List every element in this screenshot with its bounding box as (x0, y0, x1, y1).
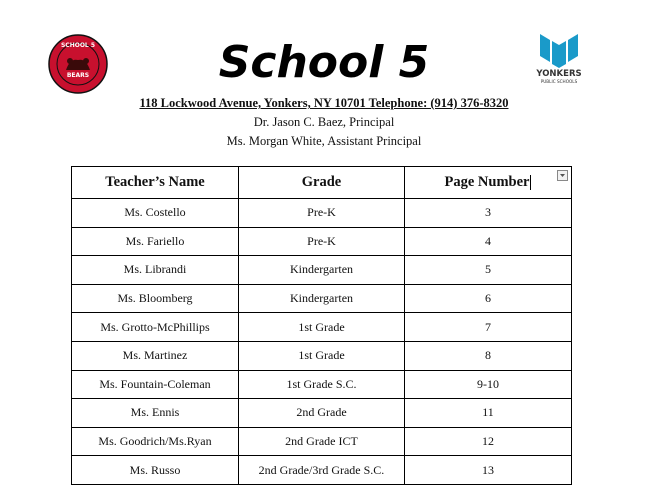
cell-teacher: Ms. Fariello (72, 227, 239, 256)
cell-grade: Pre-K (239, 227, 405, 256)
cell-grade: 1st Grade (239, 341, 405, 370)
column-header-page-number[interactable] (405, 167, 572, 199)
cell-grade: Kindergarten (239, 284, 405, 313)
cell-page: 9-10 (405, 370, 572, 399)
assistant-principal-line: Ms. Morgan White, Assistant Principal (226, 134, 422, 148)
cell-teacher: Ms. Russo (72, 456, 239, 485)
column-header-label: Page Number (444, 174, 530, 190)
table-row (72, 341, 572, 370)
cell-teacher: Ms. Fountain-Coleman (72, 370, 239, 399)
table-row (72, 399, 572, 428)
cell-teacher: Ms. Goodrich/Ms.Ryan (72, 427, 239, 456)
cell-page: 8 (405, 341, 572, 370)
cell-page: 7 (405, 313, 572, 342)
text-cursor (530, 175, 531, 190)
table-row (72, 227, 572, 256)
yonkers-logo-text: YONKERS (536, 69, 582, 79)
cell-page: 3 (405, 199, 572, 228)
table-row (72, 199, 572, 228)
table-row (72, 370, 572, 399)
cell-page: 4 (405, 227, 572, 256)
cell-grade: Kindergarten (239, 256, 405, 285)
chevron-down-icon (558, 171, 567, 180)
yonkers-public-schools-logo (536, 30, 582, 86)
cell-teacher: Ms. Grotto-McPhillips (72, 313, 239, 342)
cell-teacher: Ms. Bloomberg (72, 284, 239, 313)
cell-teacher: Ms. Martinez (72, 341, 239, 370)
column-header-label: Grade (301, 174, 342, 190)
filter-dropdown-button[interactable] (557, 170, 568, 181)
column-header-teacher[interactable] (72, 167, 239, 199)
cell-teacher: Ms. Ennis (72, 399, 239, 428)
school-address[interactable]: 118 Lockwood Avenue, Yonkers, NY 10701 Telephone: (914) 376-8320 (139, 96, 509, 110)
table-header-row (72, 167, 572, 199)
column-header-label: Teacher’s Name (105, 174, 205, 190)
table-row (72, 427, 572, 456)
cell-grade: Pre-K (239, 199, 405, 228)
cell-page: 13 (405, 456, 572, 485)
table-row (72, 313, 572, 342)
column-header-grade[interactable] (239, 167, 405, 199)
table-row (72, 284, 572, 313)
cell-teacher: Ms. Costello (72, 199, 239, 228)
cell-grade: 2nd Grade ICT (239, 427, 405, 456)
cell-page: 11 (405, 399, 572, 428)
cell-grade: 2nd Grade/3rd Grade S.C. (239, 456, 405, 485)
logo-text-bottom: BEARS (66, 72, 90, 79)
yonkers-logo-subtext: PUBLIC SCHOOLS (540, 79, 578, 84)
cell-grade: 2nd Grade (239, 399, 405, 428)
table-row (72, 256, 572, 285)
cell-teacher: Ms. Librandi (72, 256, 239, 285)
cell-grade: 1st Grade S.C. (239, 370, 405, 399)
cell-page: 6 (405, 284, 572, 313)
logo-text-top: SCHOOL 5 (60, 42, 96, 49)
cell-grade: 1st Grade (239, 313, 405, 342)
table-row (72, 456, 572, 485)
school-title: School 5 (218, 37, 430, 88)
teacher-roster-table (71, 166, 572, 485)
principal-line: Dr. Jason C. Baez, Principal (253, 115, 395, 129)
cell-page: 5 (405, 256, 572, 285)
cell-page: 12 (405, 427, 572, 456)
